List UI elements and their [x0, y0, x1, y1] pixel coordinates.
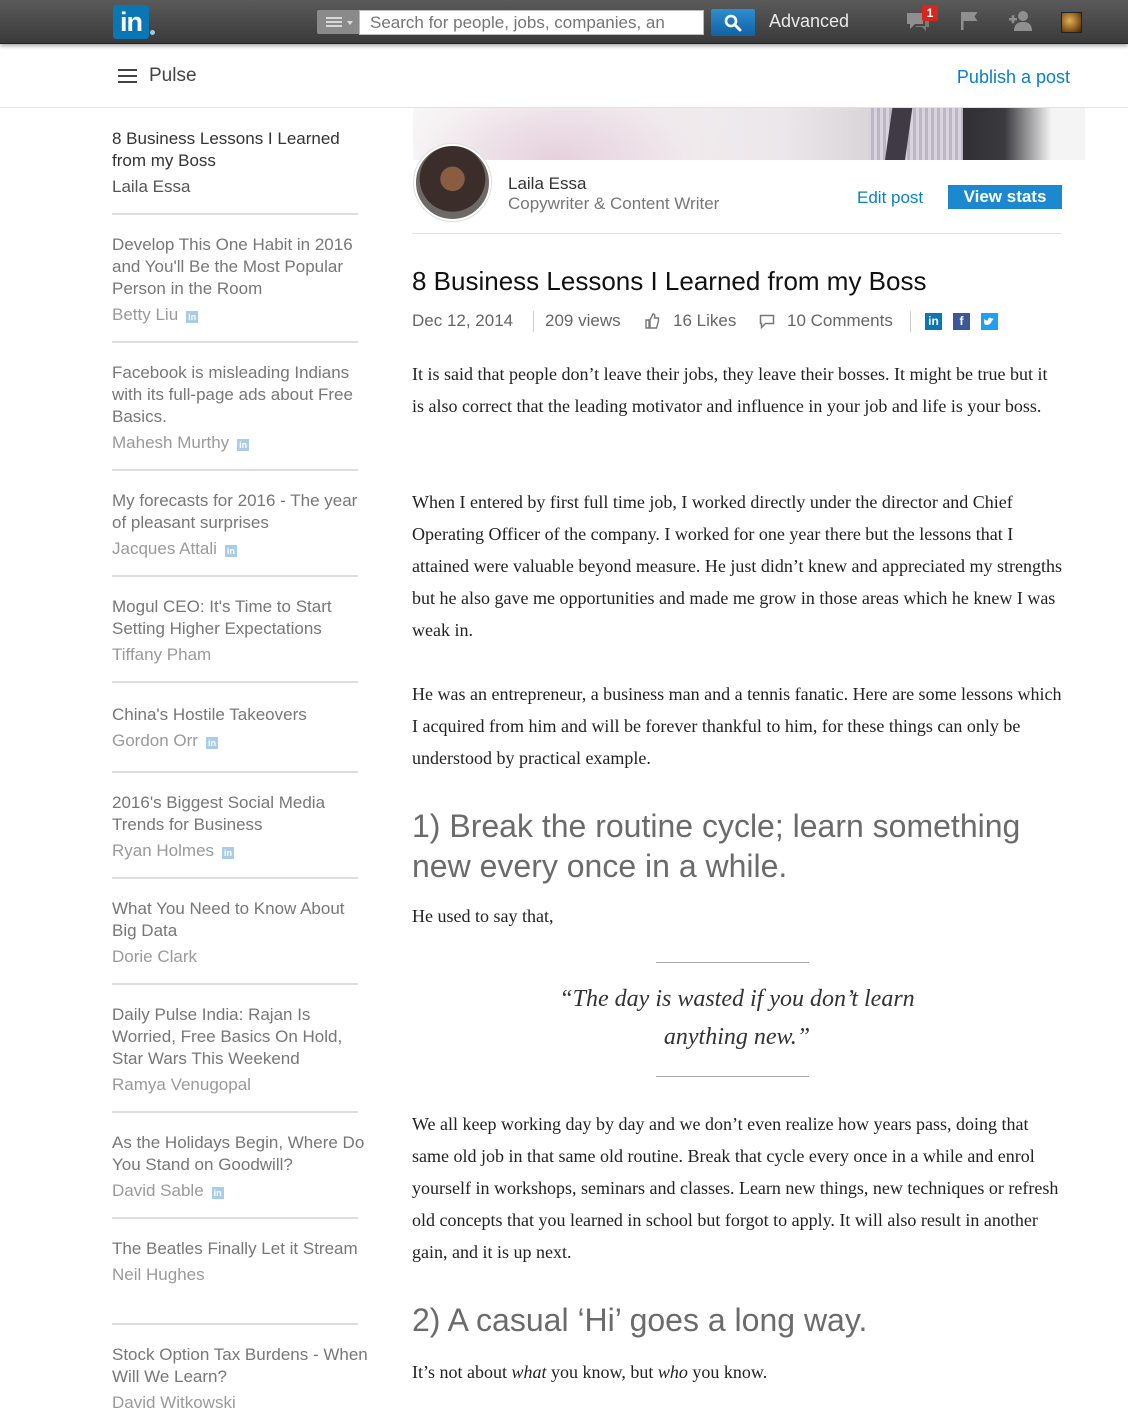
sidebar-post-author[interactable] — [112, 538, 370, 560]
section-heading: 1) Break the routine cycle; learn something new every once in a while. — [412, 808, 1021, 884]
sidebar-post-author[interactable] — [112, 1392, 370, 1412]
section-heading: 2) A casual ‘Hi’ goes a long way. — [412, 1302, 868, 1338]
sidebar-post-author[interactable] — [112, 1180, 370, 1202]
linkedin-logo[interactable]: in — [113, 5, 149, 39]
linkedin-influencer-icon: in — [213, 1188, 222, 1198]
author-name[interactable]: Betty Liu — [112, 305, 179, 324]
pull-quote-text: “The day is wasted if you don’t learn anything new.” — [559, 986, 915, 1050]
sidebar-post-author[interactable] — [112, 1074, 370, 1096]
search-button[interactable] — [711, 9, 755, 36]
sidebar-post-author[interactable] — [112, 730, 370, 752]
comment-icon[interactable] — [759, 314, 775, 329]
search-input[interactable] — [359, 10, 704, 35]
sidebar-post-item[interactable] — [112, 490, 370, 560]
author-name[interactable]: Ramya Venugopal — [112, 1075, 251, 1094]
top-navigation-bar — [0, 0, 1128, 44]
menu-icon-bar — [326, 21, 342, 23]
divider — [412, 233, 1062, 234]
sidebar-post-title[interactable]: My forecasts for 2016 - The year of pleasant surprises — [112, 491, 358, 532]
sidebar-post-author[interactable] — [112, 432, 370, 454]
sidebar-post-title[interactable]: China's Hostile Takeovers — [112, 705, 307, 724]
linkedin-influencer-icon: in — [239, 440, 248, 450]
emphasis-text: what — [511, 1362, 547, 1382]
menu-icon — [326, 17, 342, 19]
author-name[interactable]: Tiffany Pham — [112, 645, 212, 664]
sidebar-post-item[interactable] — [112, 596, 370, 666]
publish-date: Dec 12, 2014 — [412, 311, 514, 330]
divider — [112, 771, 358, 773]
sidebar-post-author[interactable] — [112, 946, 370, 968]
advanced-search-link[interactable]: Advanced — [769, 11, 850, 31]
text-run: you know. — [687, 1362, 768, 1382]
text-run: you know, but — [546, 1362, 658, 1382]
search-icon — [724, 14, 742, 32]
author-name[interactable]: Laila Essa — [112, 177, 191, 196]
sidebar-post-item[interactable] — [112, 234, 370, 326]
view-count[interactable]: 209 views — [545, 311, 621, 330]
share-linkedin-icon[interactable]: in — [925, 313, 942, 330]
sidebar-post-title[interactable]: Mogul CEO: It's Time to Start Setting Higher Expectations — [112, 597, 332, 638]
divider — [910, 311, 911, 332]
article-paragraph: It is said that people don’t leave their jobs, they leave their bosses. It might be true but it is also correct that the leading motivator and influence in your job and life is your boss. — [412, 364, 1048, 416]
author-headline: Copywriter & Content Writer — [508, 194, 720, 213]
author-name[interactable]: Mahesh Murthy — [112, 433, 230, 452]
text-run: It’s not about — [412, 1362, 512, 1382]
sidebar-post-author[interactable] — [112, 176, 370, 198]
sidebar-post-item[interactable] — [112, 1132, 370, 1202]
caret-down-icon — [347, 21, 353, 25]
sidebar-post-item[interactable] — [112, 792, 370, 862]
author-name[interactable]: Neil Hughes — [112, 1265, 205, 1284]
article-paragraph — [412, 1356, 1064, 1388]
flag-icon[interactable] — [958, 9, 984, 33]
sidebar-post-title[interactable]: Daily Pulse India: Rajan Is Worried, Free Basics On Hold, Star Wars This Weekend — [112, 1005, 343, 1068]
linkedin-influencer-icon: in — [224, 848, 233, 858]
quote-divider — [656, 962, 809, 963]
author-name[interactable]: Gordon Orr — [112, 731, 198, 750]
article-title: 8 Business Lessons I Learned from my Boss — [412, 266, 927, 296]
article-paragraph: We all keep working day by day and we don’t even realize how years pass, doing that same old job in that same old routine. Break that cycle every once in a while and enrol yourself in workshops, seminars and classes. Learn new things, new techniques or refresh old concepts that you learned in school but forgot to apply. It will also result in another gain, and it is up next. — [412, 1114, 1059, 1262]
divider — [112, 1111, 358, 1113]
divider — [112, 341, 358, 343]
author-name[interactable]: Jacques Attali — [112, 539, 217, 558]
sidebar-post-item[interactable] — [112, 1238, 370, 1286]
author-avatar[interactable] — [414, 144, 491, 221]
sidebar-post-title[interactable]: 2016's Biggest Social Media Trends for Business — [112, 793, 326, 834]
divider — [112, 213, 358, 215]
view-stats-button[interactable]: View stats — [948, 185, 1062, 209]
divider — [112, 877, 358, 879]
edit-post-link[interactable]: Edit post — [857, 188, 924, 207]
hamburger-menu-icon[interactable] — [118, 69, 137, 83]
pulse-header — [0, 45, 1128, 108]
linkedin-influencer-icon: in — [226, 546, 235, 556]
article-paragraph: When I entered by first full time job, I worked directly under the director and Chief Operating Officer of the company. I worked for one year there but the lessons that I attained were valuable beyond measure. He just didn’t knew and appreciated my strengths but he also gave me opportunities and made me grow in those areas which he knew I was weak in. — [412, 492, 1062, 640]
divider — [112, 983, 358, 985]
divider — [112, 1323, 358, 1325]
profile-avatar[interactable] — [1061, 12, 1082, 33]
author-name[interactable]: Laila Essa — [508, 174, 587, 193]
article-paragraph: He was an entrepreneur, a business man and a tennis fanatic. Here are some lessons which I acquired from him and will be forever thankful to him, for these things can only be understood by practical example. — [412, 684, 1062, 768]
add-connection-icon[interactable] — [1008, 9, 1034, 33]
sidebar-post-item[interactable] — [112, 898, 370, 968]
sidebar-post-item[interactable] — [112, 1004, 370, 1096]
divider — [112, 575, 358, 577]
notification-count-badge: 1 — [922, 5, 938, 21]
divider — [112, 1217, 358, 1219]
sidebar-post-title[interactable]: The Beatles Finally Let it Stream — [112, 1239, 358, 1258]
divider — [112, 469, 358, 471]
menu-icon-bar — [326, 25, 342, 27]
sidebar-post-item[interactable] — [112, 362, 370, 454]
author-name[interactable]: David Sable — [112, 1181, 204, 1200]
sidebar-post-title[interactable]: Facebook is misleading Indians with its full-page ads about Free Basics. — [112, 363, 353, 426]
sidebar-post-title[interactable]: Develop This One Habit in 2016 and You'll Be the Most Popular Person in the Room — [112, 235, 353, 298]
quote-divider — [656, 1076, 809, 1077]
article-paragraph: He used to say that, — [412, 906, 554, 926]
sidebar-post-title[interactable]: As the Holidays Begin, Where Do You Stand on Goodwill? — [112, 1133, 365, 1174]
divider — [112, 681, 358, 683]
pulse-title[interactable]: Pulse — [149, 65, 197, 86]
sidebar-post-author[interactable] — [112, 304, 370, 326]
divider — [533, 311, 534, 332]
linkedin-influencer-icon: in — [207, 738, 216, 748]
sidebar-post-author[interactable] — [112, 840, 370, 862]
sidebar-post-item[interactable] — [112, 128, 370, 198]
sidebar-post-author[interactable] — [112, 1264, 370, 1286]
linkedin-influencer-icon: in — [188, 312, 197, 322]
search-category-menu-button[interactable] — [317, 10, 359, 34]
likes-count[interactable]: 16 Likes — [673, 311, 737, 330]
share-twitter-icon[interactable] — [981, 313, 998, 330]
sidebar-post-title[interactable]: 8 Business Lessons I Learned from my Boss — [112, 129, 340, 170]
comments-count[interactable]: 10 Comments — [787, 311, 893, 330]
sidebar-post-title[interactable]: Stock Option Tax Burdens - When Will We Learn? — [112, 1345, 368, 1386]
share-facebook-icon[interactable]: f — [953, 313, 970, 330]
like-icon[interactable] — [644, 313, 660, 329]
sidebar-post-item[interactable] — [112, 1344, 370, 1412]
emphasis-text: who — [657, 1362, 688, 1382]
sidebar-post-title[interactable]: What You Need to Know About Big Data — [112, 899, 345, 940]
publish-post-link[interactable]: Publish a post — [956, 67, 1070, 87]
author-name[interactable]: Dorie Clark — [112, 947, 198, 966]
author-name[interactable]: David Witkowski — [112, 1393, 236, 1412]
sidebar-post-author[interactable] — [112, 644, 370, 666]
author-name[interactable]: Ryan Holmes — [112, 841, 215, 860]
pull-quote — [412, 980, 1062, 1056]
sidebar-post-item[interactable] — [112, 704, 370, 752]
registered-mark-icon — [150, 30, 155, 35]
